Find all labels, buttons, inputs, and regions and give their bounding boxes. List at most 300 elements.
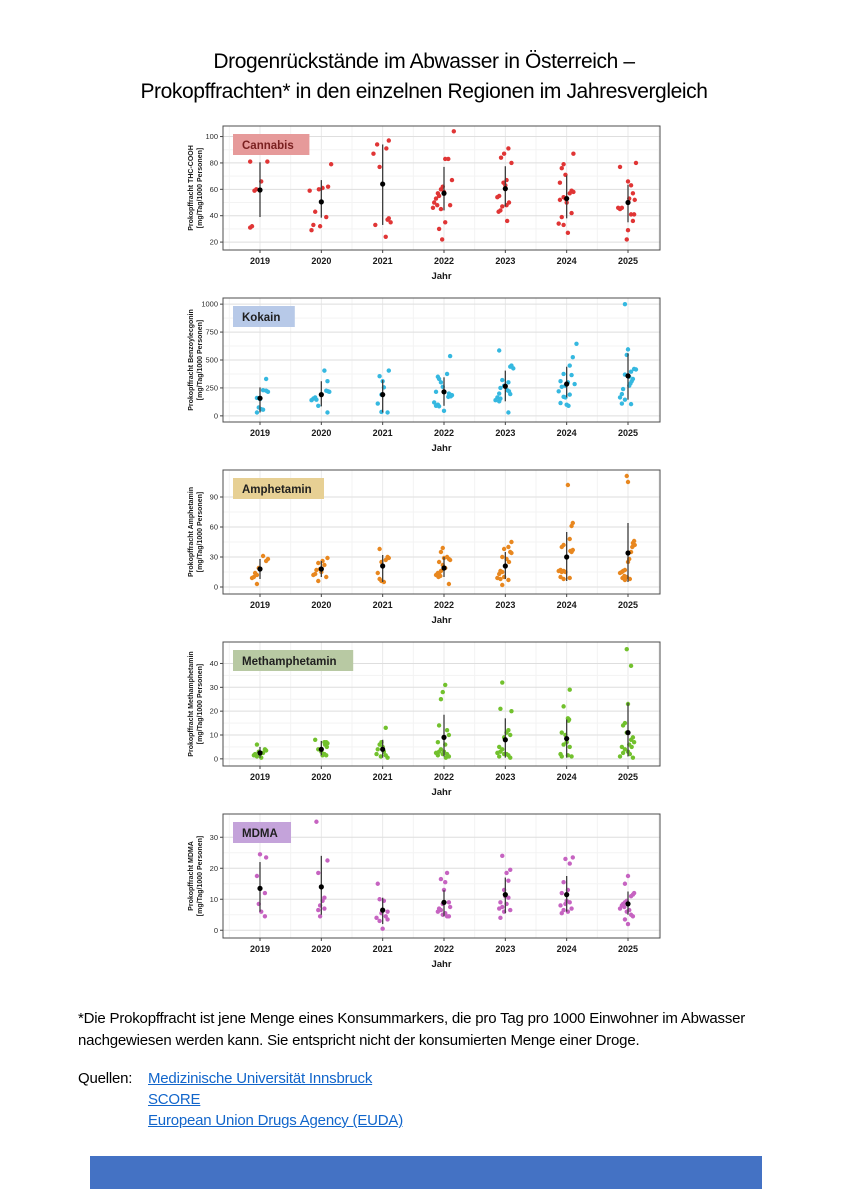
drug-label: Cannabis [242, 140, 294, 152]
data-point [376, 882, 380, 886]
data-point [316, 908, 320, 912]
data-point [509, 709, 513, 713]
x-tick-label: 2022 [433, 256, 455, 266]
data-point [376, 401, 380, 405]
data-point [265, 159, 269, 163]
data-point [443, 220, 447, 224]
data-point [497, 348, 501, 352]
data-point [509, 551, 513, 555]
data-point [500, 378, 504, 382]
x-tick-label: 2022 [433, 944, 455, 954]
data-point [626, 922, 630, 926]
data-point [446, 395, 450, 399]
x-axis-title: Jahr [431, 443, 452, 454]
x-tick-label: 2023 [495, 772, 516, 782]
data-point [318, 224, 322, 228]
mean-marker [380, 392, 385, 397]
drug-label: MDMA [242, 828, 278, 840]
data-point [441, 690, 445, 694]
mean-marker [441, 191, 446, 196]
data-point [384, 235, 388, 239]
data-point [384, 146, 388, 150]
data-point [632, 212, 636, 216]
y-tick-label: 60 [209, 522, 218, 532]
mean-marker [380, 563, 385, 568]
data-point [255, 874, 259, 878]
data-point [387, 368, 391, 372]
data-point [508, 868, 512, 872]
data-point [250, 576, 254, 580]
data-point [506, 878, 510, 882]
data-point [443, 880, 447, 884]
data-point [568, 537, 572, 541]
data-point [502, 152, 506, 156]
data-point [324, 753, 328, 757]
mean-marker [319, 884, 324, 889]
mean-marker [503, 384, 508, 389]
data-point [569, 906, 573, 910]
data-point [385, 410, 389, 414]
data-point [631, 191, 635, 195]
source-link-med-uni-innsbruck[interactable]: Medizinische Universität Innsbruck [148, 1070, 373, 1087]
y-tick-label: 10 [209, 894, 218, 904]
data-point [255, 742, 259, 746]
data-point [448, 203, 452, 207]
data-point [560, 891, 564, 895]
y-axis-title-line: Prokopffracht Methamphetamin [188, 651, 195, 757]
data-point [558, 903, 562, 907]
drug-label: Methamphetamin [242, 656, 337, 668]
x-tick-label: 2021 [372, 256, 393, 266]
mean-marker [319, 199, 324, 204]
mean-marker [257, 396, 262, 401]
data-point [558, 198, 562, 202]
data-point [560, 911, 564, 915]
data-point [569, 550, 573, 554]
data-point [560, 215, 564, 219]
y-tick-label: 30 [209, 832, 218, 842]
x-tick-label: 2023 [495, 256, 516, 266]
data-point [563, 857, 567, 861]
data-point [327, 390, 331, 394]
data-point [442, 409, 446, 413]
data-point [325, 858, 329, 862]
data-point [571, 855, 575, 859]
y-tick-label: 500 [205, 355, 218, 365]
data-point [439, 207, 443, 211]
data-point [560, 754, 564, 758]
data-point [445, 372, 449, 376]
data-point [326, 184, 330, 188]
data-point [561, 880, 565, 884]
y-axis-title-line: Prokopffracht MDMA [188, 841, 195, 911]
data-point [316, 561, 320, 565]
x-axis-title: Jahr [431, 615, 452, 626]
data-point [436, 753, 440, 757]
mean-marker [564, 554, 569, 559]
x-tick-label: 2025 [617, 772, 639, 782]
data-point [441, 546, 445, 550]
data-point [261, 554, 265, 558]
data-point [325, 410, 329, 414]
mean-marker [441, 735, 446, 740]
data-point [568, 363, 572, 367]
data-point [498, 707, 502, 711]
x-tick-label: 2021 [372, 428, 393, 438]
y-tick-label: 100 [205, 132, 218, 142]
data-point [387, 138, 391, 142]
mean-marker [564, 196, 569, 201]
y-tick-label: 30 [209, 682, 218, 692]
data-point [561, 162, 565, 166]
data-point [618, 395, 622, 399]
data-point [556, 389, 560, 393]
data-point [572, 382, 576, 386]
data-point [373, 223, 377, 227]
y-tick-label: 1000 [201, 299, 218, 309]
data-point [498, 916, 502, 920]
data-point [307, 188, 311, 192]
data-point [568, 687, 572, 691]
data-point [318, 914, 322, 918]
data-point [436, 909, 440, 913]
y-tick-label: 0 [213, 582, 218, 592]
data-point [329, 162, 333, 166]
y-axis-title-line: Prokopffracht Amphetamin [188, 487, 195, 577]
data-point [439, 550, 443, 554]
data-point [436, 575, 440, 579]
data-point [568, 861, 572, 865]
data-point [623, 397, 627, 401]
data-point [568, 745, 572, 749]
data-point [571, 355, 575, 359]
data-point [322, 906, 326, 910]
data-point [497, 399, 501, 403]
x-tick-label: 2025 [617, 600, 639, 610]
x-tick-label: 2019 [249, 944, 271, 954]
data-point [388, 220, 392, 224]
data-point [375, 142, 379, 146]
x-tick-label: 2019 [249, 428, 271, 438]
data-point [574, 342, 578, 346]
chart-amphetamin [183, 464, 667, 636]
x-tick-label: 2025 [617, 256, 639, 266]
data-point [629, 183, 633, 187]
mean-marker [441, 565, 446, 570]
data-point [621, 723, 625, 727]
data-point [311, 223, 315, 227]
data-point [507, 560, 511, 564]
x-tick-label: 2021 [372, 772, 393, 782]
data-point [500, 854, 504, 858]
data-point [561, 223, 565, 227]
data-point [500, 204, 504, 208]
x-tick-label: 2020 [311, 600, 332, 610]
data-point [622, 905, 626, 909]
data-point [561, 704, 565, 708]
data-point [264, 855, 268, 859]
data-point [505, 219, 509, 223]
y-axis-title-line: [mg/Tag/1000 Personen] [197, 147, 204, 229]
data-point [445, 914, 449, 918]
chart-svg-amphetamin [183, 464, 667, 636]
data-point [377, 374, 381, 378]
source-link-euda[interactable]: European Union Drugs Agency (EUDA) [148, 1112, 403, 1129]
data-point [506, 578, 510, 582]
data-point [626, 179, 630, 183]
data-point [255, 582, 259, 586]
drug-label: Kokain [242, 312, 281, 324]
data-point [371, 152, 375, 156]
mean-marker [257, 886, 262, 891]
data-point [509, 161, 513, 165]
data-point [316, 871, 320, 875]
y-tick-label: 0 [213, 925, 218, 935]
data-point [324, 215, 328, 219]
data-point [618, 207, 622, 211]
data-point [498, 386, 502, 390]
data-point [447, 582, 451, 586]
mean-marker [564, 381, 569, 386]
x-tick-label: 2024 [556, 600, 577, 610]
chart-cannabis [183, 120, 667, 292]
data-point [314, 568, 318, 572]
x-axis-title: Jahr [431, 959, 452, 970]
data-point [569, 524, 573, 528]
data-point [502, 547, 506, 551]
y-tick-label: 0 [213, 411, 218, 421]
data-point [445, 871, 449, 875]
data-point [322, 563, 326, 567]
data-point [629, 745, 633, 749]
data-point [311, 573, 315, 577]
data-point [439, 697, 443, 701]
data-point [560, 385, 564, 389]
data-point [631, 755, 635, 759]
y-tick-label: 750 [205, 327, 218, 337]
mean-marker [441, 389, 446, 394]
data-point [316, 404, 320, 408]
data-point [630, 545, 634, 549]
data-point [506, 380, 510, 384]
data-point [566, 483, 570, 487]
data-point [431, 206, 435, 210]
chart-svg-cannabis [183, 120, 667, 292]
data-point [499, 155, 503, 159]
data-point [500, 583, 504, 587]
data-point [439, 877, 443, 881]
mean-marker [319, 747, 324, 752]
data-point [626, 480, 630, 484]
data-point [377, 919, 381, 923]
data-point [508, 908, 512, 912]
data-point [434, 390, 438, 394]
data-point [266, 390, 270, 394]
data-point [566, 404, 570, 408]
x-tick-label: 2022 [433, 428, 455, 438]
data-point [626, 874, 630, 878]
data-point [506, 545, 510, 549]
data-point [511, 366, 515, 370]
data-point [324, 575, 328, 579]
data-point [621, 387, 625, 391]
mean-marker [625, 550, 630, 555]
data-point [560, 166, 564, 170]
data-point [566, 231, 570, 235]
data-point [626, 228, 630, 232]
data-point [443, 683, 447, 687]
data-point [569, 754, 573, 758]
x-tick-label: 2024 [556, 944, 577, 954]
source-link-score[interactable]: SCORE [148, 1091, 201, 1108]
mean-marker [503, 737, 508, 742]
chart-mdma [183, 808, 667, 980]
data-point [620, 401, 624, 405]
y-axis-title-line: Prokopffracht Benzoylecgonin [188, 309, 195, 411]
page-title [0, 47, 848, 107]
data-point [447, 900, 451, 904]
mean-marker [380, 181, 385, 186]
x-tick-label: 2025 [617, 944, 639, 954]
data-point [435, 203, 439, 207]
data-point [385, 755, 389, 759]
x-tick-label: 2022 [433, 772, 455, 782]
data-point [309, 398, 313, 402]
mean-marker [564, 736, 569, 741]
mean-marker [625, 200, 630, 205]
data-point [500, 555, 504, 559]
data-point [558, 401, 562, 405]
sources-block [78, 1068, 678, 1131]
data-point [558, 181, 562, 185]
x-axis-title: Jahr [431, 271, 452, 282]
data-point [500, 680, 504, 684]
y-tick-label: 80 [209, 158, 218, 168]
mean-marker [441, 900, 446, 905]
mean-marker [503, 186, 508, 191]
x-tick-label: 2020 [311, 428, 332, 438]
chart-methamphetamin [183, 636, 667, 808]
y-tick-label: 20 [209, 863, 218, 873]
data-point [437, 227, 441, 231]
data-point [263, 891, 267, 895]
data-point [623, 578, 627, 582]
data-point [561, 372, 565, 376]
data-point [498, 577, 502, 581]
data-point [264, 377, 268, 381]
data-point [440, 237, 444, 241]
data-point [629, 370, 633, 374]
data-point [385, 909, 389, 913]
data-point [248, 159, 252, 163]
data-point [631, 219, 635, 223]
data-point [568, 576, 572, 580]
data-point [448, 905, 452, 909]
data-point [623, 882, 627, 886]
data-point [447, 733, 451, 737]
mean-marker [257, 566, 262, 571]
data-point [314, 820, 318, 824]
x-tick-label: 2024 [556, 772, 577, 782]
data-point [258, 852, 262, 856]
data-point [377, 165, 381, 169]
data-point [629, 664, 633, 668]
data-point [571, 152, 575, 156]
title-line-1: Drogenrückstände im Abwasser in Österreich – [213, 50, 635, 73]
x-tick-label: 2019 [249, 772, 271, 782]
data-point [508, 733, 512, 737]
x-tick-label: 2021 [372, 944, 393, 954]
data-point [631, 914, 635, 918]
chart-svg-methamphetamin [183, 636, 667, 808]
data-point [496, 210, 500, 214]
x-tick-label: 2023 [495, 428, 516, 438]
data-point [618, 165, 622, 169]
data-point [380, 927, 384, 931]
mean-marker [503, 892, 508, 897]
data-point [252, 188, 256, 192]
y-tick-label: 30 [209, 552, 218, 562]
y-tick-label: 20 [209, 706, 218, 716]
x-tick-label: 2022 [433, 600, 455, 610]
x-tick-label: 2020 [311, 772, 332, 782]
data-point [313, 738, 317, 742]
x-tick-label: 2023 [495, 600, 516, 610]
data-point [558, 379, 562, 383]
mean-marker [380, 908, 385, 913]
mean-marker [503, 563, 508, 568]
mean-marker [257, 187, 262, 192]
y-axis-title-line: [mg/Tag/1000 Personen] [197, 491, 204, 573]
data-point [618, 571, 622, 575]
x-tick-label: 2020 [311, 944, 332, 954]
data-point [264, 559, 268, 563]
data-point [560, 545, 564, 549]
data-point [325, 745, 329, 749]
data-point [632, 740, 636, 744]
y-axis-title-line: [mg/Tag/1000 Personen] [197, 319, 204, 401]
data-point [508, 755, 512, 759]
data-point [497, 572, 501, 576]
mean-marker [257, 750, 262, 755]
data-point [569, 211, 573, 215]
y-axis-title-line: [mg/Tag/1000 Personen] [197, 663, 204, 745]
data-point [504, 871, 508, 875]
data-point [568, 392, 572, 396]
x-tick-label: 2020 [311, 256, 332, 266]
data-point [568, 191, 572, 195]
x-tick-label: 2025 [617, 428, 639, 438]
data-point [618, 754, 622, 758]
y-tick-label: 20 [209, 237, 218, 247]
data-point [556, 221, 560, 225]
y-tick-label: 90 [209, 492, 218, 502]
data-point [313, 210, 317, 214]
data-point [377, 547, 381, 551]
mean-marker [319, 566, 324, 571]
y-tick-label: 10 [209, 730, 218, 740]
x-tick-label: 2019 [249, 256, 271, 266]
mean-marker [625, 373, 630, 378]
data-point [560, 730, 564, 734]
x-tick-label: 2021 [372, 600, 393, 610]
mean-marker [625, 901, 630, 906]
data-point [561, 577, 565, 581]
x-tick-label: 2024 [556, 256, 577, 266]
data-point [448, 558, 452, 562]
data-point [376, 747, 380, 751]
chart-kokain [183, 292, 667, 464]
